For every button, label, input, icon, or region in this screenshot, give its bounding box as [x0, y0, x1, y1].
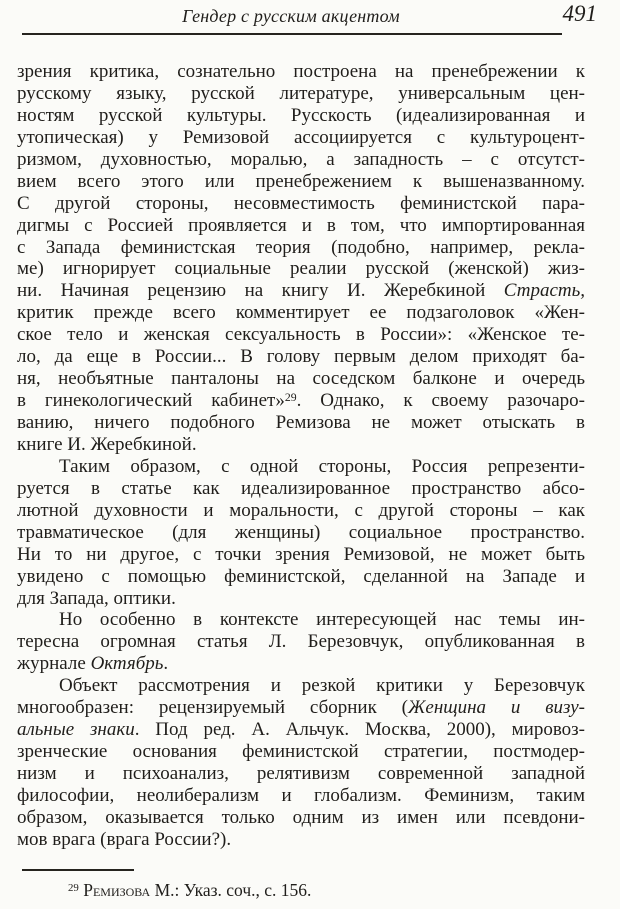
- text-line: философии, неолиберализм и глобализм. Феминизм, таким: [17, 784, 585, 806]
- footnote-separator-rule: [22, 869, 134, 871]
- text-line: критик прежде всего комментирует ее подзаголовок «Жен-: [17, 302, 585, 324]
- text-line: травматическое (для женщины) социальное пространство.: [17, 521, 585, 543]
- text-line: ризмом, духовностью, моралью, а западность – с отсутст-: [17, 148, 585, 170]
- text-line: ское тело и женская сексуальность в России»: «Женское те-: [17, 324, 585, 346]
- text-line: зрения критика, сознательно построена на пренебрежении к: [17, 61, 585, 82]
- footnote-text: $^{29}$ Ремизова М.: Указ. соч., с. 156.: [68, 880, 312, 900]
- running-head-title: Гендер с русским акцентом: [182, 6, 400, 26]
- text-line: Объект рассмотрения и резкой критики у Березовчук: [59, 675, 585, 697]
- text-line: ванию, ничего подобного Ремизова не может отыскать в: [17, 412, 585, 433]
- text-line: Но особенно в контексте интересующей нас темы ин-: [59, 609, 585, 631]
- text-line: альные знаки. Под ред. А. Альчук. Москва, 2000), мировоз-: [17, 719, 585, 741]
- text-line: ня, необъятные панталоны на соседском балконе и очередь: [17, 368, 585, 390]
- header-rule: [22, 33, 562, 35]
- text-line: многообразен: рецензируемый сборник (Женщина и визу-: [17, 697, 585, 719]
- text-line: дигмы с Россией проявляется и в том, что импортированная: [17, 214, 585, 236]
- text-line: ло, да еще в России... В голову первым делом приходят ба-: [17, 346, 585, 368]
- text-line: ностям русской культуры. Русскость (идеализированная и: [17, 104, 585, 126]
- text-line: вием всего этого или пренебрежением к вышеназванному.: [17, 170, 585, 192]
- page-number: 491: [562, 1, 597, 26]
- body-text: [17, 61, 585, 851]
- text-line: с Запада феминистская теория (подобно, например, рекла-: [17, 236, 585, 258]
- text-line: книге И. Жеребкиной.: [17, 433, 197, 455]
- text-line: русскому языку, русской литературе, универсальным цен-: [17, 82, 585, 104]
- text-line: ни. Начиная рецензию на книгу И. Жеребкиной Страсть,: [17, 280, 585, 302]
- text-line: журнале Октябрь.: [17, 653, 169, 675]
- text-line: в гинекологический кабинет»$^{29}$. Однако, к своему разочаро-: [17, 390, 585, 412]
- text-line: зренческие основания феминистской стратегии, постмодер-: [17, 741, 585, 763]
- text-line: мов врага (врага России?).: [17, 828, 232, 850]
- text-line: увидено с помощью феминистской, сделанной на Западе и: [17, 565, 585, 587]
- text-line: Таким образом, с одной стороны, Россия репрезенти-: [59, 455, 585, 477]
- text-line: низм и психоанализ, релятивизм современной западной: [17, 763, 585, 784]
- text-line: утопическая) у Ремизовой ассоциируется с культуроцент-: [17, 126, 585, 148]
- text-line: для Запада, оптики.: [17, 587, 176, 609]
- text-line: Ни то ни другое, с точки зрения Ремизовой, не может быть: [17, 543, 585, 565]
- text-line: ме) игнорирует социальные реалии русской (женской) жиз-: [17, 258, 585, 280]
- text-line: руется в статье как идеализированное пространство абсо-: [17, 477, 585, 499]
- text-line: С другой стороны, несовместимость феминистской пара-: [17, 192, 585, 214]
- text-line: образом, оказывается только одним из имен или псевдони-: [17, 806, 585, 828]
- text-line: лютной духовности и моральности, с другой стороны – как: [17, 499, 585, 521]
- text-line: тересна огромная статья Л. Березовчук, опубликованная в: [17, 631, 585, 653]
